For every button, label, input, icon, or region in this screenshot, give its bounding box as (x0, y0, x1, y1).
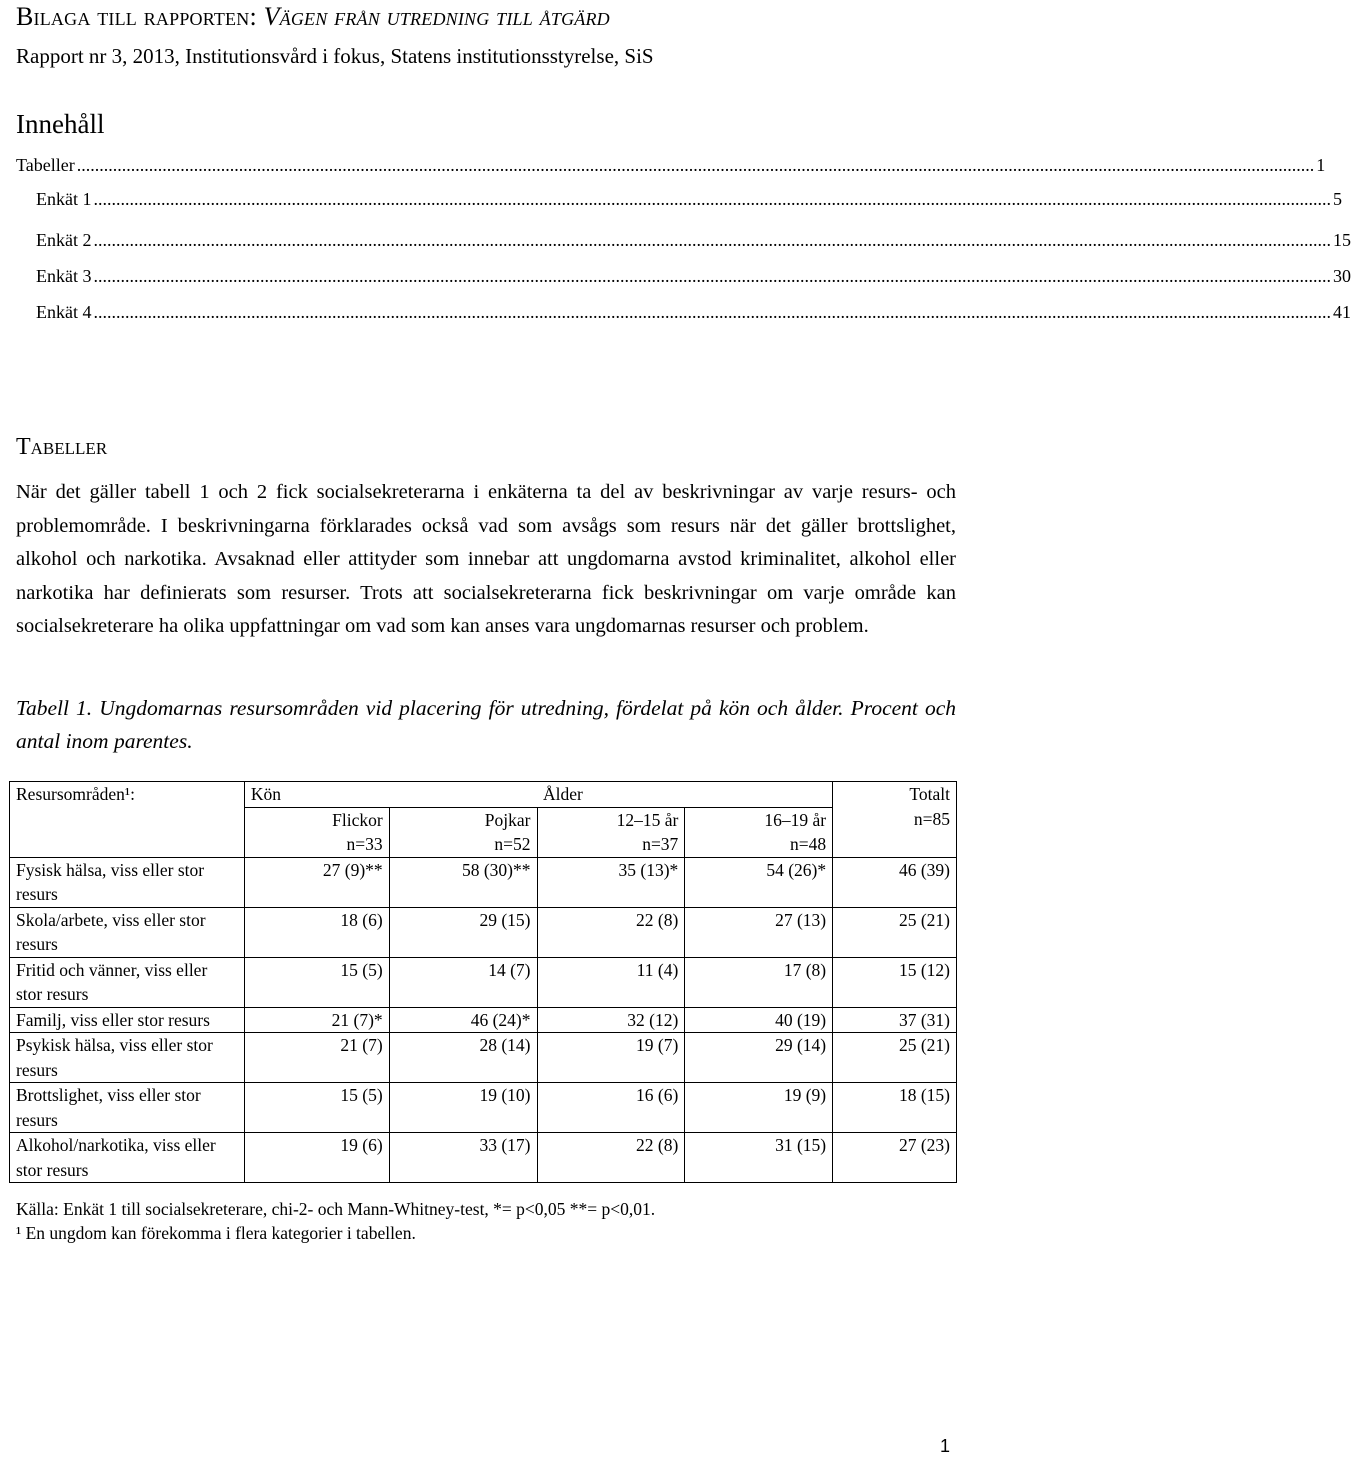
cell-value: 15 (5) (244, 1083, 389, 1133)
cell-value: 11 (4) (537, 957, 685, 1007)
cell-value: 27 (9)** (244, 857, 389, 907)
toc-entry[interactable]: Enkät 4 ................................................................................................................................................................................................................................................................................... 41 (36, 302, 1351, 322)
cell-value: 37 (31) (833, 1007, 957, 1033)
table-row (10, 1033, 957, 1083)
table-row (10, 1007, 957, 1033)
cell-value: 58 (30)** (389, 857, 537, 907)
cell-value: 22 (8) (537, 1133, 685, 1183)
header-totalt: Totalt n=85 (833, 782, 957, 858)
cell-area: Fritid och vänner, viss eller stor resurs (10, 957, 245, 1007)
header-alder: Ålder (537, 782, 833, 808)
report-title (16, 2, 610, 32)
header-area: Resursområden¹: (10, 782, 245, 808)
cell-value: 15 (5) (244, 957, 389, 1007)
header-col: 16–19 år n=48 (685, 807, 833, 857)
table-row (10, 1133, 957, 1183)
toc-leader: ................................................................................................................................................................................................................................................................................... (93, 189, 1331, 209)
header-kon: Kön (244, 782, 537, 808)
cell-area: Brottslighet, viss eller stor resurs (10, 1083, 245, 1133)
page-number: 1 (939, 1436, 950, 1456)
cell-value: 19 (9) (685, 1083, 833, 1133)
section-heading-tabeller: Tabeller (16, 434, 108, 460)
cell-value: 19 (10) (389, 1083, 537, 1133)
header-area-empty (10, 807, 245, 857)
cell-value: 21 (7) (244, 1033, 389, 1083)
cell-value: 54 (26)* (685, 857, 833, 907)
toc-leader: ................................................................................................................................................................................................................................................................................... (93, 302, 1331, 322)
header-col: Pojkar n=52 (389, 807, 537, 857)
cell-area: Alkohol/narkotika, viss eller stor resurs (10, 1133, 245, 1183)
cell-value: 16 (6) (537, 1083, 685, 1133)
cell-value: 19 (7) (537, 1033, 685, 1083)
header-col: 12–15 år n=37 (537, 807, 685, 857)
table-source: Källa: Enkät 1 till socialsekreterare, chi-2- och Mann-Whitney-test, *= p<0,05 **= p<0,01. (16, 1199, 656, 1219)
cell-value: 29 (14) (685, 1033, 833, 1083)
report-title-plain: Bilaga till rapporten: (16, 2, 264, 31)
cell-area: Familj, viss eller stor resurs (10, 1007, 245, 1033)
cell-area: Psykisk hälsa, viss eller stor resurs (10, 1033, 245, 1083)
table-row (10, 1083, 957, 1133)
report-subtitle: Rapport nr 3, 2013, Institutionsvård i fokus, Statens institutionsstyrelse, SiS (16, 44, 654, 68)
cell-value: 40 (19) (685, 1007, 833, 1033)
cell-value: 18 (15) (833, 1083, 957, 1133)
cell-area: Fysisk hälsa, viss eller stor resurs (10, 857, 245, 907)
cell-value: 15 (12) (833, 957, 957, 1007)
table-header-row (10, 782, 957, 808)
cell-value: 35 (13)* (537, 857, 685, 907)
cell-value: 27 (23) (833, 1133, 957, 1183)
cell-area: Skola/arbete, viss eller stor resurs (10, 907, 245, 957)
cell-value: 14 (7) (389, 957, 537, 1007)
cell-value: 28 (14) (389, 1033, 537, 1083)
cell-value: 25 (21) (833, 1033, 957, 1083)
toc-entry[interactable]: Enkät 2 ................................................................................................................................................................................................................................................................................... 15 (36, 230, 1351, 250)
toc-entry[interactable]: Enkät 1 ................................................................................................................................................................................................................................................................................... 5 (36, 189, 1342, 209)
toc-heading: Innehåll (16, 109, 105, 139)
cell-value: 33 (17) (389, 1133, 537, 1183)
cell-value: 21 (7)* (244, 1007, 389, 1033)
cell-value: 18 (6) (244, 907, 389, 957)
table-row (10, 857, 957, 907)
cell-value: 32 (12) (537, 1007, 685, 1033)
toc-entry[interactable]: Enkät 3 ................................................................................................................................................................................................................................................................................... 30 (36, 266, 1351, 286)
cell-value: 17 (8) (685, 957, 833, 1007)
cell-value: 25 (21) (833, 907, 957, 957)
report-title-italic: Vägen från utredning till åtgärd (263, 2, 610, 31)
resource-table (9, 781, 957, 1183)
cell-value: 46 (39) (833, 857, 957, 907)
table-subheader-row (10, 807, 957, 857)
table-footnote: ¹ En ungdom kan förekomma i flera kategorier i tabellen. (16, 1223, 416, 1243)
cell-value: 29 (15) (389, 907, 537, 957)
table-row (10, 907, 957, 957)
cell-value: 22 (8) (537, 907, 685, 957)
toc-leader: ................................................................................................................................................................................................................................................................................... (76, 155, 1315, 175)
cell-value: 19 (6) (244, 1133, 389, 1183)
toc-leader: ................................................................................................................................................................................................................................................................................... (93, 266, 1331, 286)
table-caption: Tabell 1. Ungdomarnas resursområden vid placering för utredning, fördelat på kön och ålder. Procent och antal inom parentes. (16, 696, 956, 753)
header-col: Flickor n=33 (244, 807, 389, 857)
table-row (10, 957, 957, 1007)
cell-value: 46 (24)* (389, 1007, 537, 1033)
toc-leader: ................................................................................................................................................................................................................................................................................... (93, 230, 1331, 250)
cell-value: 31 (15) (685, 1133, 833, 1183)
body-paragraph: När det gäller tabell 1 och 2 fick socialsekreterarna i enkäterna ta del av beskrivningar av varje resurs- och problemområde. I beskrivningarna förklarades också vad som avsågs som resurs när det gäller brottslighet, alkohol och narkotika. Avsaknad eller attityder som innebar att ungdomarna avstod kriminalitet, alkohol eller narkotika har definierats som resurser. Trots att socialsekreterarna fick beskrivningar om varje område kan socialsekreterare ha olika uppfattningar om vad som kan anses vara ungdomarnas resurser och problem. (16, 481, 956, 637)
cell-value: 27 (13) (685, 907, 833, 957)
toc-entry[interactable]: Tabeller ................................................................................................................................................................................................................................................................................... 1 (16, 155, 1326, 175)
